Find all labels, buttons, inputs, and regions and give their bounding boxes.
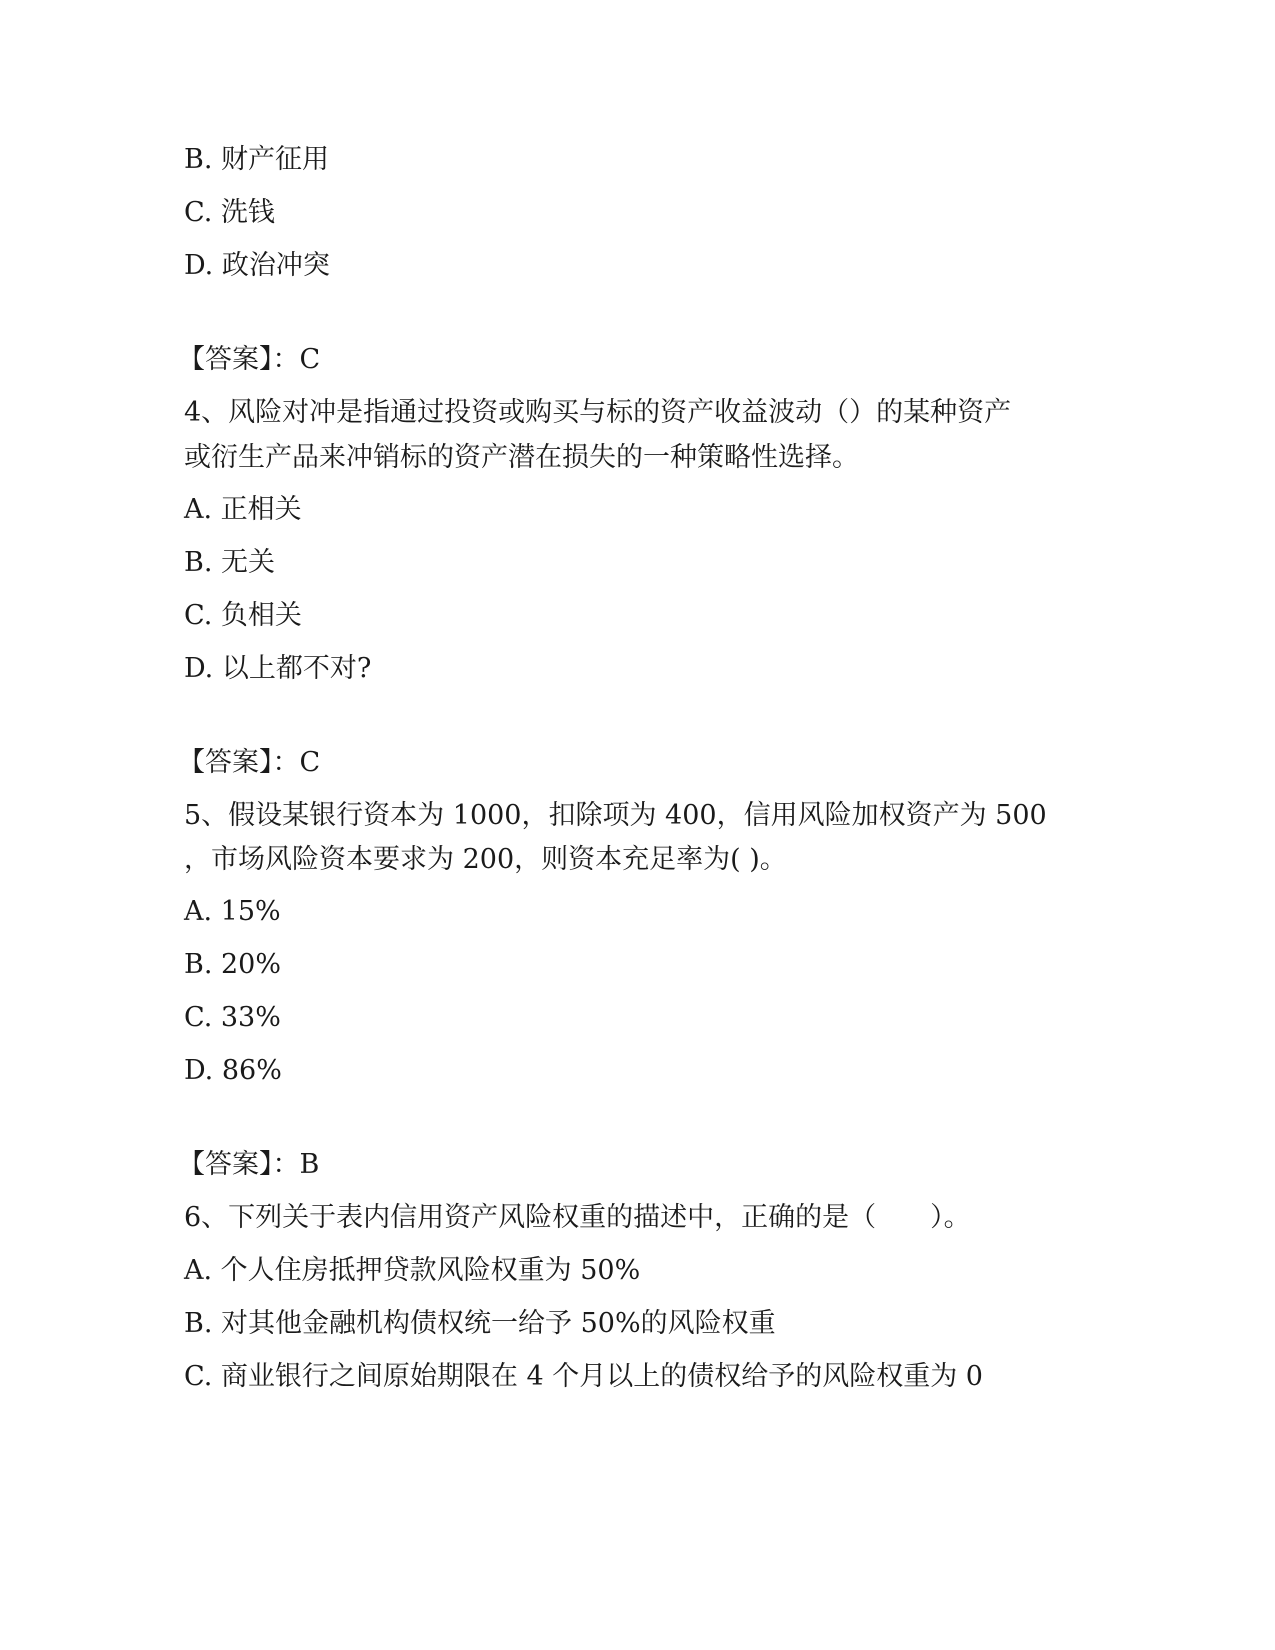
q5-stem-line2: ，市场风险资本要求为 200，则资本充足率为( )。 (184, 844, 787, 875)
q4-stem-line1: 4、风险对冲是指通过投资或购买与标的资产收益波动（）的某种资产 (184, 397, 1012, 428)
q5-answer: 【答案】：B (178, 1149, 320, 1180)
q6-option-c: C. 商业银行之间原始期限在 4 个月以上的债权给予的风险权重为 0 (184, 1361, 983, 1392)
q6-option-b: B. 对其他金融机构债权统一给予 50%的风险权重 (184, 1308, 776, 1339)
q3-answer: 【答案】：C (178, 344, 321, 375)
q5-option-c: C. 33% (184, 1002, 281, 1033)
q5-stem-line1: 5、假设某银行资本为 1000，扣除项为 400，信用风险加权资产为 500 (184, 800, 1047, 831)
q4-option-c: C. 负相关 (184, 600, 302, 631)
q4-option-a: A. 正相关 (184, 494, 302, 525)
q5-option-a: A. 15% (184, 896, 281, 927)
q5-option-b: B. 20% (184, 949, 282, 980)
q3-option-c: C. 洗钱 (184, 197, 275, 228)
q6-option-a: A. 个人住房抵押贷款风险权重为 50% (184, 1255, 641, 1286)
q6-stem-line1: 6、下列关于表内信用资产风险权重的描述中，正确的是（ ）。 (184, 1202, 971, 1233)
q3-option-b: B. 财产征用 (184, 144, 330, 175)
q5-option-d: D. 86% (184, 1055, 282, 1086)
q4-option-d: D. 以上都不对? (184, 653, 372, 684)
q4-option-b: B. 无关 (184, 547, 276, 578)
q4-stem-line2: 或衍生产品来冲销标的资产潜在损失的一种策略性选择。 (184, 442, 859, 473)
q3-option-d: D. 政治冲突 (184, 250, 330, 281)
q4-answer: 【答案】：C (178, 747, 321, 778)
